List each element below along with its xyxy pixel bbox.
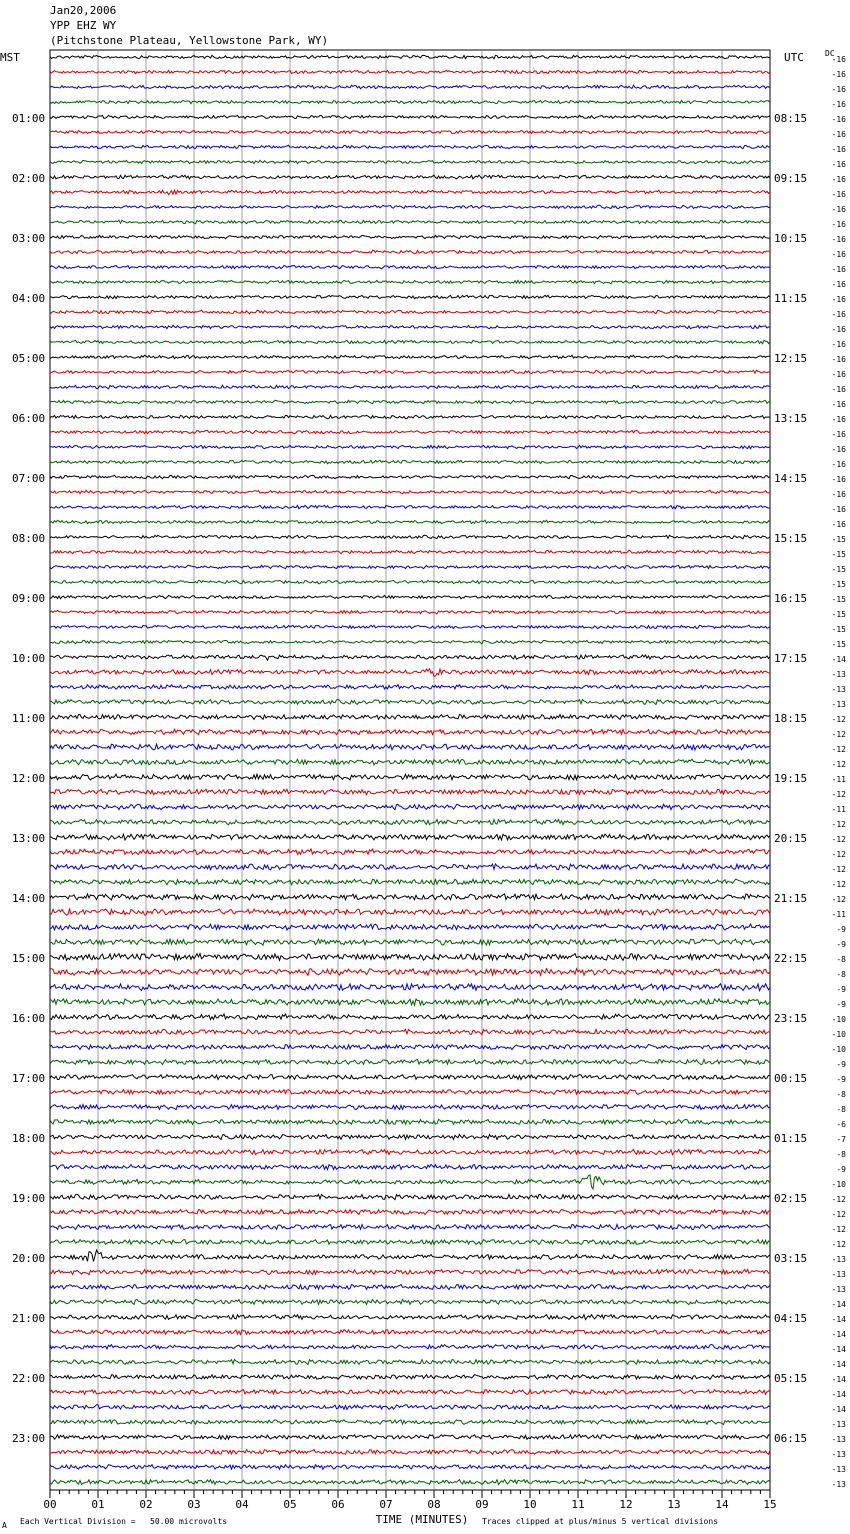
record-date: Jan20,2006 — [50, 4, 117, 17]
seismic-trace — [50, 939, 770, 945]
right-hour-label: 15:15 — [774, 532, 808, 545]
left-hour-label: 20:00 — [12, 1252, 46, 1265]
dc-offset-label: -16 — [831, 265, 846, 274]
corner-mark: A — [2, 1521, 7, 1530]
right-hour-label: 01:15 — [774, 1132, 808, 1145]
seismic-trace — [50, 400, 770, 403]
dc-offset-label: -16 — [831, 130, 846, 139]
seismic-trace — [50, 804, 770, 809]
dc-offset-label: -16 — [831, 385, 846, 394]
right-hour-label: 06:15 — [774, 1432, 808, 1445]
dc-offset-label: -12 — [831, 1195, 846, 1204]
seismic-trace — [50, 1104, 770, 1109]
seismic-trace — [50, 1060, 770, 1065]
x-tick-label: 00 — [43, 1498, 57, 1511]
seismic-trace — [50, 310, 770, 313]
x-tick-label: 04 — [235, 1498, 249, 1511]
dc-offset-label: -12 — [831, 715, 846, 724]
left-hour-label: 09:00 — [12, 592, 46, 605]
dc-offset-label: -13 — [831, 670, 846, 679]
seismic-trace — [50, 1330, 770, 1335]
seismic-trace — [50, 85, 770, 89]
seismic-trace — [50, 1450, 770, 1455]
dc-offset-label: -15 — [831, 535, 846, 544]
seismic-trace — [50, 475, 770, 478]
dc-offset-label: -12 — [831, 865, 846, 874]
seismic-trace — [50, 415, 770, 418]
seismic-trace — [50, 1240, 770, 1245]
x-tick-label: 14 — [715, 1498, 729, 1511]
left-hour-label: 05:00 — [12, 352, 46, 365]
dc-offset-label: -15 — [831, 550, 846, 559]
dc-offset-label: -16 — [831, 505, 846, 514]
left-hour-label: 19:00 — [12, 1192, 46, 1205]
seismic-trace — [50, 190, 770, 195]
right-timezone-label: UTC — [784, 51, 804, 64]
seismic-trace — [50, 610, 770, 613]
dc-offset-label: -14 — [831, 1360, 846, 1369]
dc-offset-label: -16 — [831, 280, 846, 289]
dc-offset-label: -10 — [831, 1030, 846, 1039]
dc-offset-label: -12 — [831, 880, 846, 889]
left-hour-label: 16:00 — [12, 1012, 46, 1025]
dc-offset-label: -12 — [831, 835, 846, 844]
x-tick-label: 12 — [619, 1498, 633, 1511]
left-hour-label: 06:00 — [12, 412, 46, 425]
seismic-trace — [50, 115, 770, 118]
dc-offset-label: -9 — [836, 1075, 846, 1084]
dc-offset-label: -9 — [836, 1165, 846, 1174]
dc-offset-label: -11 — [831, 805, 846, 814]
seismic-trace — [50, 175, 770, 179]
dc-offset-label: -9 — [836, 1060, 846, 1069]
seismic-trace — [50, 1090, 770, 1095]
dc-offset-label: -9 — [836, 925, 846, 934]
dc-offset-label: -16 — [831, 145, 846, 154]
seismic-trace — [50, 625, 770, 628]
dc-offset-label: -16 — [831, 445, 846, 454]
dc-offset-label: -16 — [831, 205, 846, 214]
dc-offset-label: -14 — [831, 1345, 846, 1354]
right-hour-label: 16:15 — [774, 592, 808, 605]
dc-offset-label: -16 — [831, 295, 846, 304]
dc-offset-label: -15 — [831, 595, 846, 604]
seismic-trace — [50, 1150, 770, 1155]
seismic-trace — [50, 1420, 770, 1425]
dc-offset-label: -10 — [831, 1045, 846, 1054]
dc-offset-label: -16 — [831, 175, 846, 184]
seismic-trace — [50, 1435, 770, 1440]
dc-offset-label: -13 — [831, 1255, 846, 1264]
seismic-trace — [50, 640, 770, 643]
dc-offset-label: -14 — [831, 655, 846, 664]
seismic-trace — [50, 70, 770, 73]
seismic-trace — [50, 1014, 770, 1020]
left-hour-label: 11:00 — [12, 712, 46, 725]
seismic-trace — [50, 565, 770, 568]
dc-offset-label: -16 — [831, 55, 846, 64]
x-tick-label: 10 — [523, 1498, 537, 1511]
x-tick-label: 07 — [379, 1498, 393, 1511]
dc-offset-label: -13 — [831, 700, 846, 709]
dc-offset-label: -12 — [831, 745, 846, 754]
seismic-trace — [50, 1075, 770, 1080]
dc-offset-label: -16 — [831, 460, 846, 469]
dc-offset-label: -8 — [836, 970, 846, 979]
seismic-trace — [50, 1164, 770, 1169]
seismic-trace — [50, 894, 770, 900]
seismic-trace — [50, 385, 770, 389]
seismic-trace — [50, 370, 770, 373]
dc-offset-label: -12 — [831, 1240, 846, 1249]
dc-offset-label: -14 — [831, 1300, 846, 1309]
seismic-trace — [50, 879, 770, 885]
dc-offset-label: -16 — [831, 250, 846, 259]
seismic-trace — [50, 1045, 770, 1050]
dc-offset-label: -16 — [831, 355, 846, 364]
dc-offset-label: -9 — [836, 1000, 846, 1009]
right-hour-label: 09:15 — [774, 172, 808, 185]
seismic-trace — [50, 1465, 770, 1470]
left-hour-label: 08:00 — [12, 532, 46, 545]
seismic-trace — [50, 1120, 770, 1125]
left-hour-label: 07:00 — [12, 472, 46, 485]
seismic-trace — [50, 655, 770, 660]
dc-offset-label: -12 — [831, 895, 846, 904]
seismic-trace — [50, 1360, 770, 1365]
x-tick-label: 06 — [331, 1498, 345, 1511]
seismic-trace — [50, 130, 770, 133]
dc-offset-label: -12 — [831, 790, 846, 799]
dc-offset-label: -9 — [836, 940, 846, 949]
seismic-trace — [50, 924, 770, 930]
seismic-trace — [50, 1315, 770, 1320]
dc-offset-label: -16 — [831, 400, 846, 409]
dc-offset-label: -16 — [831, 160, 846, 169]
dc-offset-label: -14 — [831, 1375, 846, 1384]
seismic-trace — [50, 1210, 770, 1215]
dc-offset-label: -16 — [831, 115, 846, 124]
dc-offset-label: -8 — [836, 955, 846, 964]
dc-offset-label: -12 — [831, 1225, 846, 1234]
seismic-trace — [50, 235, 770, 238]
dc-offset-label: -8 — [836, 1090, 846, 1099]
right-hour-label: 19:15 — [774, 772, 808, 785]
left-hour-label: 22:00 — [12, 1372, 46, 1385]
seismic-trace — [50, 160, 770, 163]
dc-offset-label: -16 — [831, 310, 846, 319]
dc-offset-label: -16 — [831, 370, 846, 379]
seismic-trace — [50, 759, 770, 765]
dc-offset-label: -16 — [831, 190, 846, 199]
left-hour-label: 03:00 — [12, 232, 46, 245]
left-hour-label: 12:00 — [12, 772, 46, 785]
seismic-trace — [50, 145, 770, 148]
seismic-trace — [50, 295, 770, 298]
dc-offset-label: -13 — [831, 1270, 846, 1279]
right-hour-label: 11:15 — [774, 292, 808, 305]
x-tick-label: 01 — [91, 1498, 105, 1511]
seismic-trace — [50, 909, 770, 915]
seismic-trace — [50, 1390, 770, 1395]
x-tick-label: 09 — [475, 1498, 489, 1511]
right-hour-label: 23:15 — [774, 1012, 808, 1025]
seismic-trace — [50, 100, 770, 103]
seismic-trace — [50, 220, 770, 224]
seismic-trace — [50, 864, 770, 870]
left-hour-label: 10:00 — [12, 652, 46, 665]
seismic-trace — [50, 820, 770, 825]
dc-offset-label: -13 — [831, 1435, 846, 1444]
seismic-trace — [50, 1269, 770, 1274]
dc-offset-label: -9 — [836, 985, 846, 994]
seismic-trace — [50, 205, 770, 208]
dc-offset-label: -13 — [831, 1420, 846, 1429]
scale-note: Each Vertical Division = 50.00 microvolts — [20, 1517, 228, 1526]
seismic-trace — [50, 700, 770, 705]
seismic-trace — [50, 595, 770, 598]
dc-offset-label: -15 — [831, 640, 846, 649]
dc-offset-label: -13 — [831, 685, 846, 694]
dc-offset-label: -16 — [831, 340, 846, 349]
dc-offset-label: -10 — [831, 1180, 846, 1189]
dc-offset-label: -12 — [831, 820, 846, 829]
dc-offset-label: -10 — [831, 1015, 846, 1024]
dc-offset-label: -11 — [831, 775, 846, 784]
x-tick-label: 03 — [187, 1498, 201, 1511]
left-hour-label: 02:00 — [12, 172, 46, 185]
dc-offset-label: -16 — [831, 220, 846, 229]
seismic-trace — [50, 505, 770, 509]
dc-offset-label: -14 — [831, 1405, 846, 1414]
seismic-trace — [50, 490, 770, 493]
seismic-trace — [50, 774, 770, 780]
seismic-trace — [50, 1405, 770, 1410]
x-tick-label: 13 — [667, 1498, 681, 1511]
x-tick-label: 11 — [571, 1498, 585, 1511]
left-hour-label: 21:00 — [12, 1312, 46, 1325]
x-axis-label: TIME (MINUTES) — [375, 1513, 469, 1526]
seismic-trace — [50, 954, 770, 961]
left-hour-label: 14:00 — [12, 892, 46, 905]
seismic-trace — [50, 999, 770, 1006]
seismic-trace — [50, 849, 770, 855]
right-hour-label: 08:15 — [774, 112, 808, 125]
dc-offset-label: -15 — [831, 610, 846, 619]
seismic-trace — [50, 535, 770, 539]
seismic-trace — [50, 1175, 770, 1189]
seismic-trace — [50, 685, 770, 690]
seismic-trace — [50, 1345, 770, 1350]
dc-offset-label: -13 — [831, 1480, 846, 1489]
dc-offset-label: -16 — [831, 85, 846, 94]
seismic-trace — [50, 325, 770, 328]
right-hour-label: 04:15 — [774, 1312, 808, 1325]
seismic-trace — [50, 445, 770, 448]
seismic-trace — [50, 250, 770, 253]
dc-offset-label: -14 — [831, 1390, 846, 1399]
dc-offset-label: -12 — [831, 1210, 846, 1219]
seismic-trace — [50, 1029, 770, 1034]
seismic-trace — [50, 1250, 770, 1261]
dc-offset-label: -16 — [831, 235, 846, 244]
dc-offset-label: -16 — [831, 490, 846, 499]
left-hour-label: 13:00 — [12, 832, 46, 845]
seismic-trace — [50, 1285, 770, 1290]
seismic-trace — [50, 984, 770, 991]
dc-offset-label: -16 — [831, 70, 846, 79]
seismic-trace — [50, 1480, 770, 1485]
dc-offset-label: -16 — [831, 325, 846, 334]
left-hour-label: 04:00 — [12, 292, 46, 305]
right-hour-label: 17:15 — [774, 652, 808, 665]
seismic-trace — [50, 834, 770, 840]
dc-offset-label: -6 — [836, 1120, 846, 1129]
seismic-trace — [50, 280, 770, 283]
seismic-trace — [50, 550, 770, 553]
right-hour-label: 21:15 — [774, 892, 808, 905]
dc-offset-label: -16 — [831, 475, 846, 484]
right-hour-label: 05:15 — [774, 1372, 808, 1385]
seismic-trace — [50, 265, 770, 268]
dc-offset-label: -14 — [831, 1330, 846, 1339]
right-hour-label: 12:15 — [774, 352, 808, 365]
seismic-trace — [50, 1194, 770, 1199]
right-hour-label: 14:15 — [774, 472, 808, 485]
seismic-trace — [50, 669, 770, 677]
x-tick-label: 08 — [427, 1498, 441, 1511]
left-hour-label: 15:00 — [12, 952, 46, 965]
left-hour-label: 01:00 — [12, 112, 46, 125]
right-hour-label: 00:15 — [774, 1072, 808, 1085]
left-hour-label: 18:00 — [12, 1132, 46, 1145]
seismic-trace — [50, 1225, 770, 1230]
dc-offset-label: -11 — [831, 910, 846, 919]
seismic-trace — [50, 340, 770, 344]
dc-offset-label: -8 — [836, 1150, 846, 1159]
dc-offset-label: -14 — [831, 1315, 846, 1324]
seismic-trace — [50, 715, 770, 720]
dc-offset-label: -15 — [831, 565, 846, 574]
dc-header-label: DC — [825, 49, 835, 58]
seismic-trace — [50, 744, 770, 750]
seismic-trace — [50, 430, 770, 433]
dc-offset-label: -13 — [831, 1465, 846, 1474]
dc-offset-label: -13 — [831, 1450, 846, 1459]
seismic-trace — [50, 1375, 770, 1380]
dc-offset-label: -7 — [836, 1135, 846, 1144]
dc-offset-label: -12 — [831, 760, 846, 769]
dc-offset-label: -16 — [831, 520, 846, 529]
dc-offset-label: -12 — [831, 850, 846, 859]
seismic-trace — [50, 520, 770, 523]
right-hour-label: 20:15 — [774, 832, 808, 845]
dc-offset-label: -15 — [831, 625, 846, 634]
seismic-trace — [50, 355, 770, 358]
seismic-trace — [50, 1300, 770, 1305]
dc-offset-label: -16 — [831, 415, 846, 424]
seismic-trace — [50, 969, 770, 976]
dc-offset-label: -15 — [831, 580, 846, 589]
dc-offset-label: -16 — [831, 430, 846, 439]
left-hour-label: 17:00 — [12, 1072, 46, 1085]
dc-offset-label: -16 — [831, 100, 846, 109]
right-hour-label: 13:15 — [774, 412, 808, 425]
right-hour-label: 03:15 — [774, 1252, 808, 1265]
right-hour-label: 22:15 — [774, 952, 808, 965]
seismic-trace — [50, 580, 770, 583]
station-code: YPP EHZ WY — [50, 19, 117, 32]
seismic-trace — [50, 1135, 770, 1140]
right-hour-label: 02:15 — [774, 1192, 808, 1205]
right-hour-label: 10:15 — [774, 232, 808, 245]
seismic-trace — [50, 460, 770, 463]
seismic-trace — [50, 55, 770, 58]
x-tick-label: 02 — [139, 1498, 153, 1511]
right-hour-label: 18:15 — [774, 712, 808, 725]
x-tick-label: 05 — [283, 1498, 297, 1511]
left-hour-label: 23:00 — [12, 1432, 46, 1445]
station-location: (Pitchstone Plateau, Yellowstone Park, WY) — [50, 34, 329, 47]
left-timezone-label: MST — [0, 51, 20, 64]
dc-offset-label: -13 — [831, 1285, 846, 1294]
x-tick-label: 15 — [763, 1498, 777, 1511]
seismic-trace — [50, 789, 770, 795]
clip-note: Traces clipped at plus/minus 5 vertical divisions — [482, 1517, 719, 1526]
seismic-trace — [50, 729, 770, 734]
dc-offset-label: -8 — [836, 1105, 846, 1114]
dc-offset-label: -12 — [831, 730, 846, 739]
